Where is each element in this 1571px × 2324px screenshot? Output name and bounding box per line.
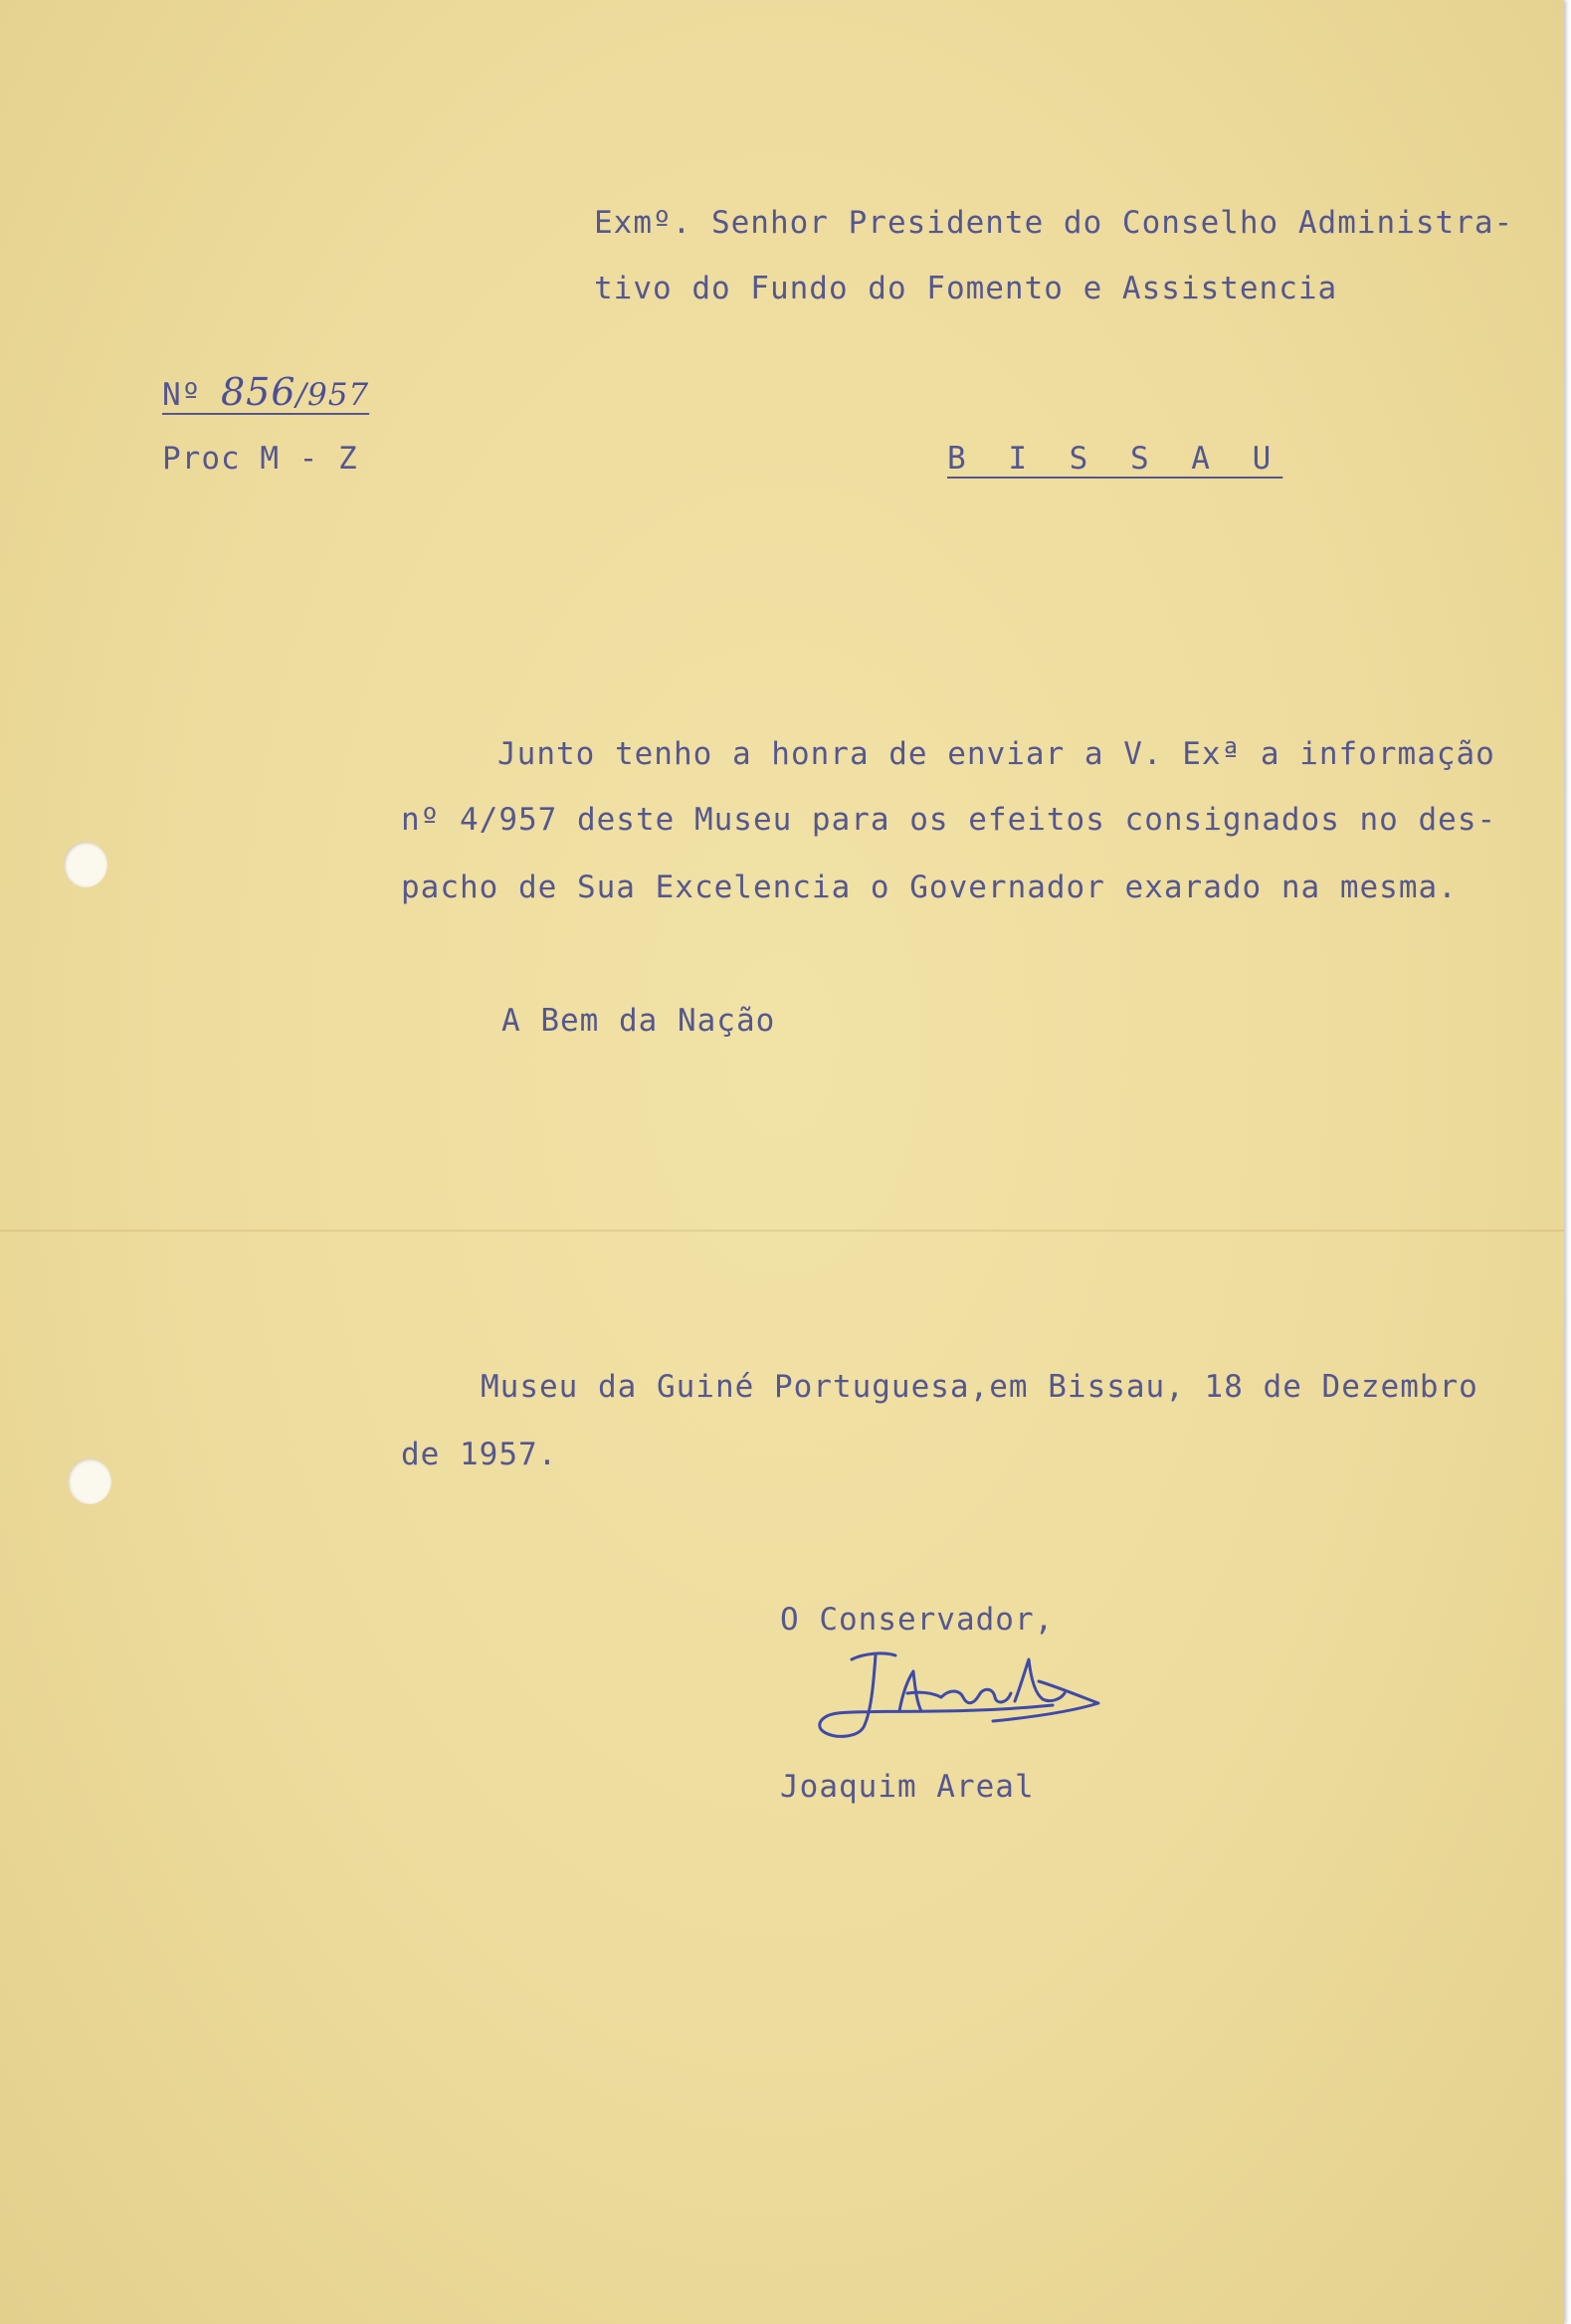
reference-number-suffix: /957 [295,377,370,413]
reference-number [162,372,369,415]
destination-city: B I S S A U [947,441,1283,477]
body-line-1: Junto tenho a honra de enviar a V. Exª a informação [497,736,1495,772]
place-date-line-2: de 1957. [401,1437,558,1472]
place-date-line-1: Museu da Guiné Portuguesa,em Bissau, 18 de Dezembro [481,1369,1478,1405]
closing-salutation: A Bem da Nação [501,1003,776,1039]
punch-hole-bottom [68,1458,111,1504]
punch-hole-top [64,842,107,887]
body-line-3: pacho de Sua Excelencia o Governador exarado na mesma. [401,870,1458,905]
signatory-title: O Conservador, [780,1602,1055,1638]
handwritten-signature-icon [804,1642,1112,1751]
addressee-line-1: Exmº. Senhor Presidente do Conselho Administra- [594,205,1514,241]
addressee-line-2: tivo do Fundo do Fomento e Assistencia [594,271,1338,306]
body-line-2: nº 4/957 deste Museu para os efeitos consignados no des- [401,802,1497,838]
process-reference: Proc M - Z [162,441,358,477]
reference-number-handwritten: 856 [221,370,296,414]
signatory-name: Joaquim Areal [780,1769,1035,1805]
paper-fold-line [0,1230,1564,1232]
reference-number-prefix: Nº [162,377,221,413]
